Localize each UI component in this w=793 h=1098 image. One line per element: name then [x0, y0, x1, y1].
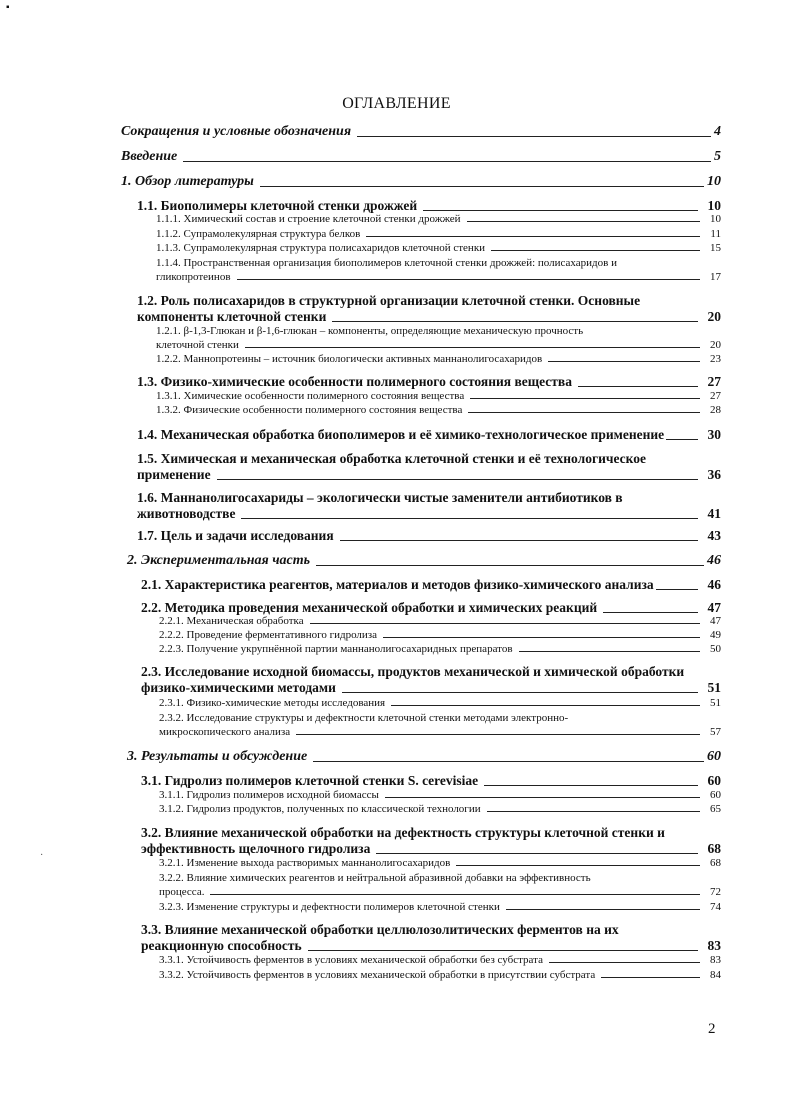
toc-entry-3-1[interactable]: 3.1. Гидролиз полимеров клеточной стенки S. cerevisiae 60: [141, 773, 721, 788]
toc-title: ОГЛАВЛЕНИЕ: [342, 95, 451, 112]
toc-entry-1-1-1[interactable]: 1.1.1. Химический состав и строение клеточной стенки дрожжей 10: [156, 213, 721, 225]
toc-entry-1-1-4-line1[interactable]: 1.1.4. Пространственная организация биополимеров клеточной стенки дрожжей: полисахаридов и: [156, 257, 617, 269]
toc-entry-2-3-2[interactable]: микроскопического анализа 57: [159, 726, 721, 738]
toc-entry-3-2-2[interactable]: процесса. 72: [159, 886, 721, 898]
toc-entry-2-3-line1[interactable]: 2.3. Исследование исходной биомассы, продуктов механической и химической обработки: [141, 664, 685, 679]
toc-entry-1-3-2[interactable]: 1.3.2. Физические особенности полимерного состояния вещества 28: [156, 404, 721, 416]
page-number: 2: [708, 1021, 716, 1037]
toc-entry-3-3[interactable]: реакционную способность 83: [141, 938, 721, 953]
toc-entry-introduction[interactable]: Введение 5: [121, 149, 721, 164]
toc-entry-1-1-4[interactable]: гликопротеинов 17: [156, 271, 721, 283]
toc-entry-3-1-1[interactable]: 3.1.1. Гидролиз полимеров исходной биомассы 60: [159, 789, 721, 801]
toc-entry-1-2-1-line1[interactable]: 1.2.1. β-1,3-Глюкан и β-1,6-глюкан – компоненты, определяющие механическую прочность: [156, 325, 584, 337]
toc-entry-2-3[interactable]: физико-химическими методами 51: [141, 680, 721, 695]
toc-entry-2-3-1[interactable]: 2.3.1. Физико-химические методы исследования 51: [159, 697, 721, 709]
toc-entry-3-3-line1[interactable]: 3.3. Влияние механической обработки целлюлозолитических ферментов на их: [141, 922, 619, 937]
toc-entry-1-6[interactable]: животноводстве 41: [137, 506, 721, 521]
toc-entry-1-4[interactable]: 1.4. Механическая обработка биополимеров и её химико-технологическое применение 30: [137, 427, 721, 442]
toc-entry-2-2-3[interactable]: 2.2.3. Получение укрупнённой партии маннанолигосахаридных препаратов 50: [159, 643, 721, 655]
toc-entry-1-2[interactable]: компоненты клеточной стенки 20: [137, 309, 721, 324]
toc-entry-2-2[interactable]: 2.2. Методика проведения механической обработки и химических реакций 47: [141, 600, 721, 615]
toc-entry-3-2-2-line1[interactable]: 3.2.2. Влияние химических реагентов и нейтральной абразивной добавки на эффективность: [159, 872, 591, 884]
scan-mark: ▪: [6, 2, 10, 13]
toc-entry-1-1[interactable]: 1.1. Биополимеры клеточной стенки дрожжей 10: [137, 198, 721, 213]
toc-entry-1-1-3[interactable]: 1.1.3. Супрамолекулярная структура полисахаридов клеточной стенки 15: [156, 242, 721, 254]
toc-entry-2-2-2[interactable]: 2.2.2. Проведение ферментативного гидролиза 49: [159, 629, 721, 641]
toc-entry-2-2-1[interactable]: 2.2.1. Механическая обработка 47: [159, 615, 721, 627]
toc-entry-3-3-1[interactable]: 3.3.1. Устойчивость ферментов в условиях механической обработки без субстрата 83: [159, 954, 721, 966]
scan-speck: ·: [40, 850, 44, 861]
toc-entry-1-2-line1[interactable]: 1.2. Роль полисахаридов в структурной организации клеточной стенки. Основные: [137, 293, 641, 308]
toc-entry-1-5-line1[interactable]: 1.5. Химическая и механическая обработка клеточной стенки и её технологическое: [137, 451, 646, 466]
toc-entry-abbreviations[interactable]: Сокращения и условные обозначения 4: [121, 124, 721, 139]
toc-entry-2-3-2-line1[interactable]: 2.3.2. Исследование структуры и дефектности клеточной стенки методами электронно-: [159, 712, 569, 724]
toc-entry-chapter-2[interactable]: 2. Экспериментальная часть 46: [127, 553, 721, 568]
toc-entry-3-2[interactable]: эффективность щелочного гидролиза 68: [141, 841, 721, 856]
toc-entry-3-2-line1[interactable]: 3.2. Влияние механической обработки на дефектность структуры клеточной стенки и: [141, 825, 665, 840]
toc-entry-chapter-3[interactable]: 3. Результаты и обсуждение 60: [127, 749, 721, 764]
toc-entry-3-3-2[interactable]: 3.3.2. Устойчивость ферментов в условиях механической обработки в присутствии субстрата 84: [159, 969, 721, 981]
toc-entry-1-1-2[interactable]: 1.1.2. Супрамолекулярная структура белков 11: [156, 228, 721, 240]
toc-entry-chapter-1[interactable]: 1. Обзор литературы 10: [121, 174, 721, 189]
toc-entry-1-3[interactable]: 1.3. Физико-химические особенности полимерного состояния вещества 27: [137, 374, 721, 389]
toc-entry-2-1[interactable]: 2.1. Характеристика реагентов, материалов и методов физико-химического анализа 46: [141, 577, 721, 592]
toc-entry-1-5[interactable]: применение 36: [137, 467, 721, 482]
toc-entry-3-1-2[interactable]: 3.1.2. Гидролиз продуктов, полученных по классической технологии 65: [159, 803, 721, 815]
toc-entry-1-2-2[interactable]: 1.2.2. Маннопротеины – источник биологически активных маннанолигосахаридов 23: [156, 353, 721, 365]
toc-entry-1-2-1[interactable]: клеточной стенки 20: [156, 339, 721, 351]
toc-entry-1-6-line1[interactable]: 1.6. Маннанолигосахариды – экологически чистые заменители антибиотиков в: [137, 490, 623, 505]
toc-entry-1-7[interactable]: 1.7. Цель и задачи исследования 43: [137, 528, 721, 543]
toc-entry-3-2-1[interactable]: 3.2.1. Изменение выхода растворимых маннанолигосахаридов 68: [159, 857, 721, 869]
toc-entry-3-2-3[interactable]: 3.2.3. Изменение структуры и дефектности полимеров клеточной стенки 74: [159, 901, 721, 913]
toc-entry-1-3-1[interactable]: 1.3.1. Химические особенности полимерного состояния вещества 27: [156, 390, 721, 402]
